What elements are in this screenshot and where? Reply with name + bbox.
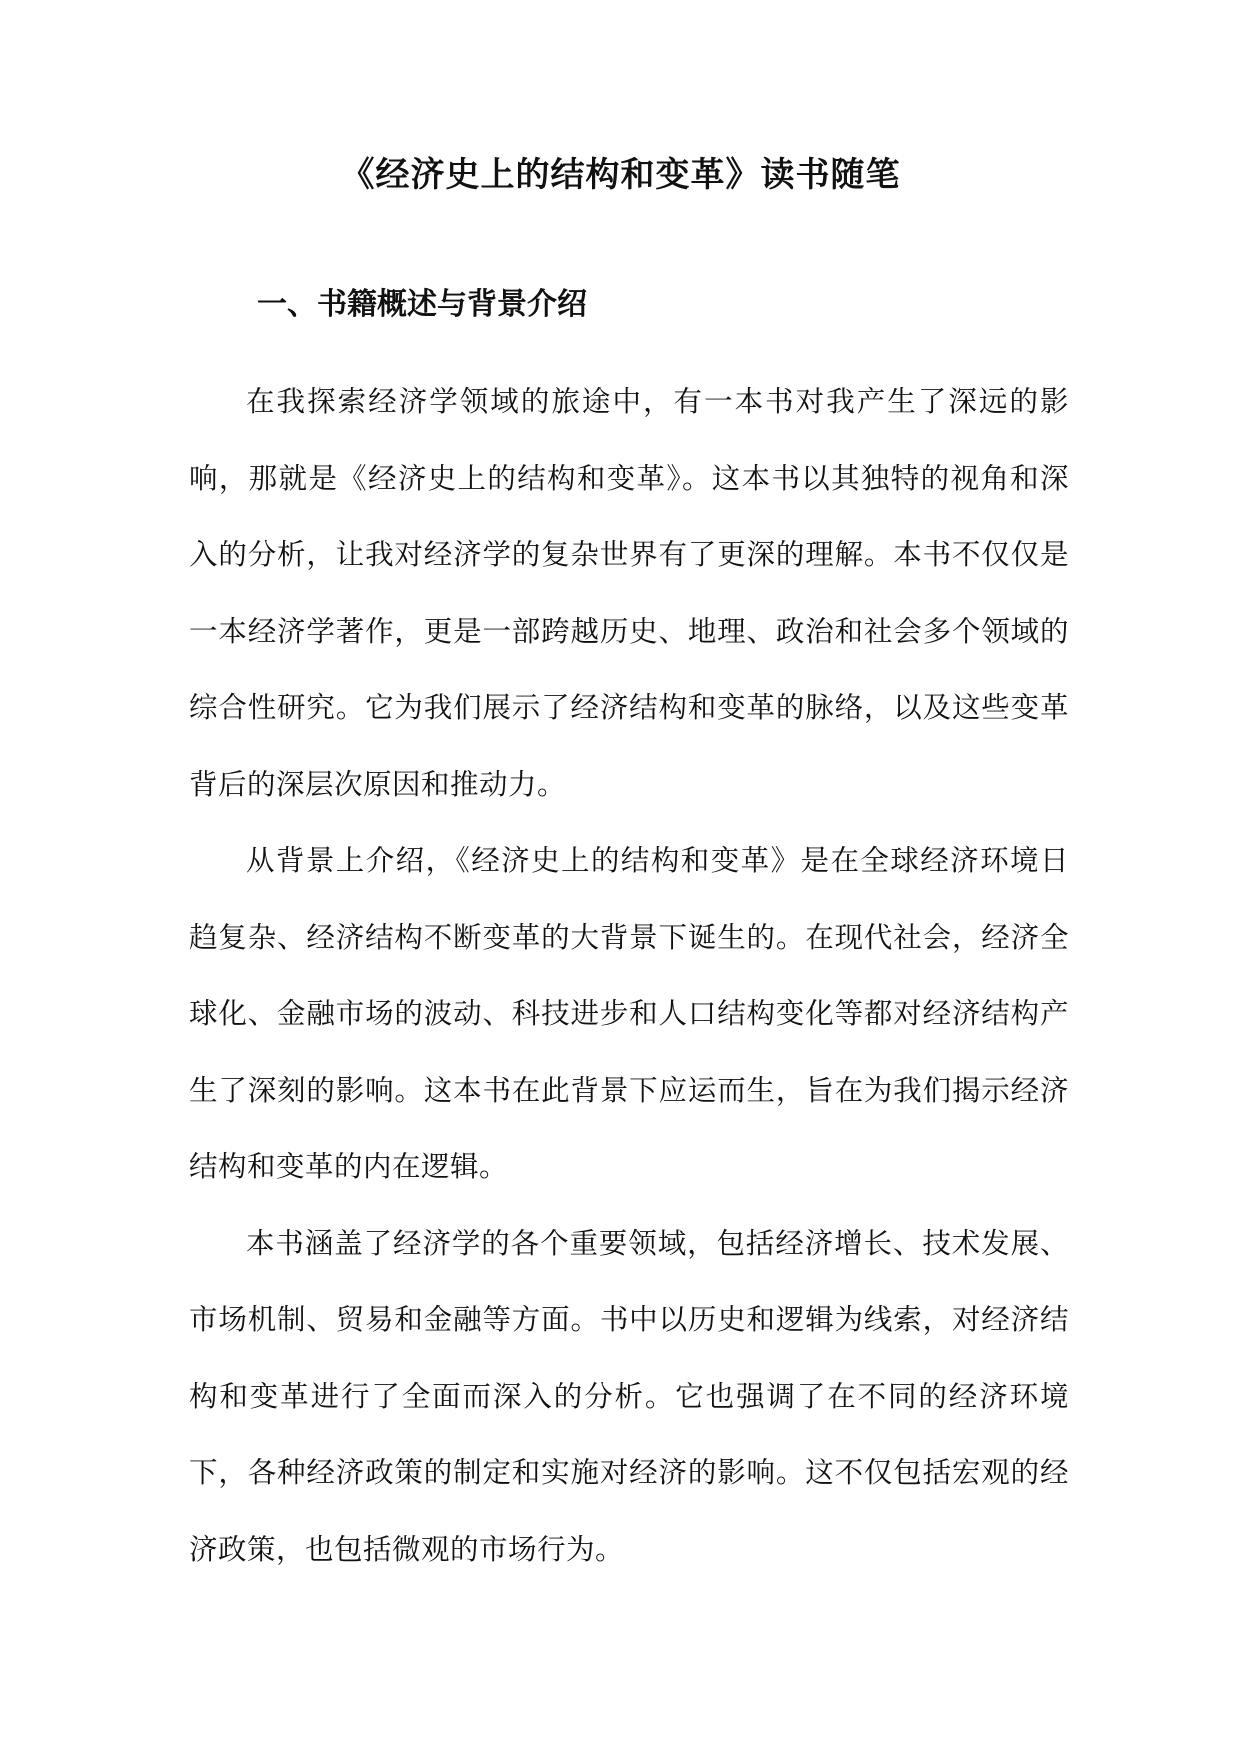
paragraph-2: 从背景上介绍，《经济史上的结构和变革》是在全球经济环境日趋复杂、经济结构不断变革的大背景下诞生的。在现代社会，经济全球化、金融市场的波动、科技进步和人口结构变化等都对经济结构产生了深刻的影响。这本书在此背景下应运而生，旨在为我们揭示经济结构和变革的内在逻辑。 [189, 844, 1069, 1183]
section-heading: 一、书籍概述与背景介绍 [257, 287, 587, 322]
paragraph-3: 本书涵盖了经济学的各个重要领域，包括经济增长、技术发展、市场机制、贸易和金融等方面。书中以历史和逻辑为线索，对经济结构和变革进行了全面而深入的分析。它也强调了在不同的经济环境下，各种经济政策的制定和实施对经济的影响。这不仅包括宏观的经济政策，也包括微观的市场行为。 [189, 1226, 1069, 1566]
document-title: 《经济史上的结构和变革》读书随笔 [340, 155, 901, 195]
paragraph-1: 在我探索经济学领域的旅途中，有一本书对我产生了深远的影响，那就是《经济史上的结构和变革》。这本书以其独特的视角和深入的分析，让我对经济学的复杂世界有了更深的理解。本书不仅仅是一本经济学著作，更是一部跨越历史、地理、政治和社会多个领域的综合性研究。它为我们展示了经济结构和变革的脉络，以及这些变革背后的深层次原因和推动力。 [189, 385, 1069, 801]
document-body [189, 364, 1069, 1588]
